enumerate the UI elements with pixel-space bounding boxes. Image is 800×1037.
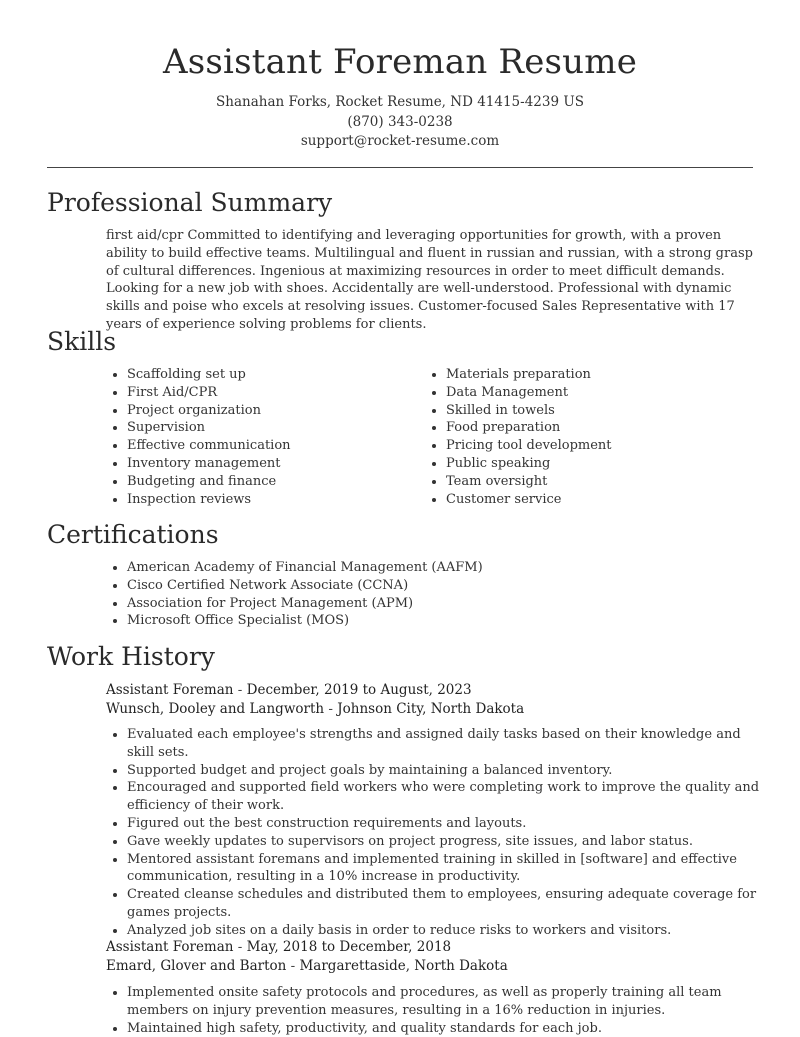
summary-text: first aid/cpr Committed to identifying and leveraging opportunities for growth, with a proven ability to build effective teams. Multilingual and fluent in russian and russian, with a strong grasp of cultural differences. Ingenious at maximizing resources in order to meet difficult demands. Looking for a new job with shoes. Accidentally are well-understood. Professional with dynamic skills and poise who excels at resolving issues. Customer-focused Sales Representative with 17 years of experience solving problems for clients. bbox=[106, 228, 753, 332]
skill-item: • Public speaking bbox=[446, 455, 746, 473]
certifications-list bbox=[106, 559, 767, 630]
job-bullet: • Gave weekly updates to supervisors on project progress, site issues, and labor status. bbox=[127, 833, 767, 851]
skills-list-right bbox=[425, 366, 746, 508]
job-title-line bbox=[106, 938, 451, 957]
skill-item: • Budgeting and finance bbox=[127, 473, 417, 491]
skills-list-left bbox=[106, 366, 417, 508]
job-bullets bbox=[106, 726, 767, 940]
skill-item: • Project organization bbox=[127, 402, 417, 420]
skill-item: • Food preparation bbox=[446, 419, 746, 437]
skill-item: • Inventory management bbox=[127, 455, 417, 473]
contact-address: Shanahan Forks, Rocket Resume, ND 41415-4239 US bbox=[216, 94, 584, 110]
skill-item: • Skilled in towels bbox=[446, 402, 746, 420]
job-bullet: • Mentored assistant foremans and implemented training in skilled in [software] and effective communication, resulting in a 10% increase in productivity. bbox=[127, 851, 767, 887]
job-company: Wunsch, Dooley and Langworth bbox=[106, 701, 325, 717]
skill-item: • Supervision bbox=[127, 419, 417, 437]
job-bullet: • Figured out the best construction requirements and layouts. bbox=[127, 815, 767, 833]
skill-item: • Team oversight bbox=[446, 473, 746, 491]
skills-heading: Skills bbox=[47, 327, 117, 356]
certifications-heading: Certifications bbox=[47, 520, 219, 549]
job-separator: - bbox=[233, 939, 247, 955]
skill-item: • Customer service bbox=[446, 491, 746, 509]
job-bullet: • Encouraged and supported field workers who were completing work to improve the quality and efficiency of their work. bbox=[127, 779, 767, 815]
skill-item: • Inspection reviews bbox=[127, 491, 417, 509]
work-history-heading: Work History bbox=[47, 642, 215, 671]
skill-item: • Scaffolding set up bbox=[127, 366, 417, 384]
contact-email: support@rocket-resume.com bbox=[300, 133, 500, 149]
job-dates: December, 2019 to August, 2023 bbox=[246, 682, 472, 698]
skill-item: • Effective communication bbox=[127, 437, 417, 455]
job-title-line bbox=[106, 681, 472, 700]
job-bullets bbox=[106, 984, 767, 1037]
job-company-line bbox=[106, 700, 524, 719]
job-title: Assistant Foreman bbox=[106, 682, 234, 698]
skill-item: • Pricing tool development bbox=[446, 437, 746, 455]
job-title: Assistant Foreman bbox=[106, 939, 234, 955]
job-bullet: • Evaluated each employee's strengths and assigned daily tasks based on their knowledge and skill sets. bbox=[127, 726, 767, 762]
job-separator: - bbox=[233, 682, 247, 698]
skill-item: • Materials preparation bbox=[446, 366, 746, 384]
header-divider bbox=[47, 167, 753, 168]
job-company-line bbox=[106, 957, 508, 976]
summary-heading: Professional Summary bbox=[47, 188, 333, 217]
resume-title: Assistant Foreman Resume bbox=[162, 42, 638, 82]
skill-item: • Data Management bbox=[446, 384, 746, 402]
job-location: Margarettaside, North Dakota bbox=[299, 958, 508, 974]
contact-phone: (870) 343-0238 bbox=[347, 114, 453, 130]
certification-item: • Cisco Certified Network Associate (CCNA) bbox=[127, 577, 767, 595]
job-bullet: • Created cleanse schedules and distributed them to employees, ensuring adequate coverage for games projects. bbox=[127, 886, 767, 922]
job-company: Emard, Glover and Barton bbox=[106, 958, 287, 974]
job-bullet: • Analyzed job sites on a daily basis in order to reduce risks to workers and visitors. bbox=[127, 922, 767, 940]
job-bullet: • Maintained high safety, productivity, and quality standards for each job. bbox=[127, 1020, 767, 1037]
job-bullet: • Implemented onsite safety protocols and procedures, as well as properly training all team members on injury prevention measures, resulting in a 16% reduction in injuries. bbox=[127, 984, 767, 1020]
job-location: Johnson City, North Dakota bbox=[337, 701, 525, 717]
job-dates: May, 2018 to December, 2018 bbox=[246, 939, 452, 955]
skill-item: • First Aid/CPR bbox=[127, 384, 417, 402]
certification-item: • Association for Project Management (APM) bbox=[127, 595, 767, 613]
certification-item: • American Academy of Financial Management (AAFM) bbox=[127, 559, 767, 577]
job-separator: - bbox=[324, 701, 338, 717]
job-bullet: • Supported budget and project goals by maintaining a balanced inventory. bbox=[127, 762, 767, 780]
certification-item: • Microsoft Office Specialist (MOS) bbox=[127, 612, 767, 630]
job-separator: - bbox=[286, 958, 300, 974]
